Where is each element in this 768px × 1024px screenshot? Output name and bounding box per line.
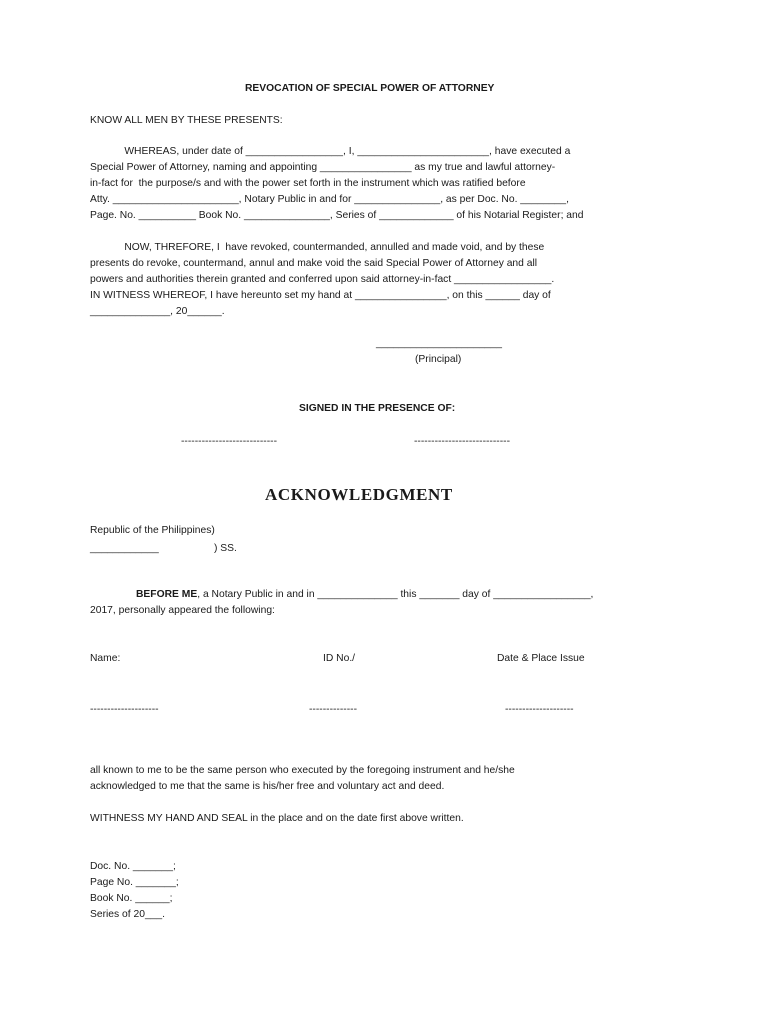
column-date-label: Date & Place Issue xyxy=(497,653,585,664)
principal-signature-line: ______________________ xyxy=(376,338,502,349)
intro-line: KNOW ALL MEN BY THESE PRESENTS: xyxy=(90,115,283,126)
now-line: ______________, 20______. xyxy=(90,306,225,317)
whereas-line: in-fact for the purpose/s and with the power set forth in the instrument which was ratified before xyxy=(90,178,526,189)
witness-signature-line: ---------------------------- xyxy=(181,436,278,447)
witness-signature-line: ---------------------------- xyxy=(414,436,511,447)
whereas-line: Special Power of Attorney, naming and appointing ________________ as my true and lawful attorney- xyxy=(90,162,556,173)
book-no-line: Book No. ______; xyxy=(90,893,173,904)
venue-ss: ) SS. xyxy=(214,543,237,554)
doc-no-line: Doc. No. _______; xyxy=(90,861,176,872)
date-blank: -------------------- xyxy=(505,704,574,715)
before-me-text: , a Notary Public in and in ______________ this _______ day of _________________, xyxy=(197,589,594,600)
before-me-label: BEFORE ME xyxy=(136,589,198,600)
whereas-line: Atty. ______________________, Notary Public in and for _______________, as per Doc. No. ________, xyxy=(90,194,569,205)
before-me-line-2: 2017, personally appeared the following: xyxy=(90,605,275,616)
now-line: powers and authorities therein granted and conferred upon said attorney-in-fact _________________. xyxy=(90,274,555,285)
before-me-line xyxy=(136,587,593,603)
venue-line: Republic of the Philippines) xyxy=(90,525,215,536)
name-blank: -------------------- xyxy=(90,704,159,715)
now-line: presents do revoke, countermand, annul and make void the said Special Power of Attorney and all xyxy=(90,258,538,269)
whereas-line: WHEREAS, under date of _________________, I, _______________________, have executed a xyxy=(90,146,571,157)
now-line: NOW, THREFORE, I have revoked, countermanded, annulled and made void, and by these xyxy=(90,242,545,253)
now-line: IN WITNESS WHEREOF, I have hereunto set my hand at ________________, on this ______ day of xyxy=(90,290,551,301)
venue-blank: ____________ xyxy=(90,543,159,554)
column-name-label: Name: xyxy=(90,653,121,664)
witness-seal-line: WITHNESS MY HAND AND SEAL in the place and on the date first above written. xyxy=(90,813,464,824)
series-line: Series of 20___. xyxy=(90,909,165,920)
acknowledgment-heading: ACKNOWLEDGMENT xyxy=(265,485,453,504)
document-title: REVOCATION OF SPECIAL POWER OF ATTORNEY xyxy=(245,83,495,94)
whereas-line: Page. No. __________ Book No. _______________, Series of _____________ of his Notarial Register; and xyxy=(90,210,584,221)
known-line: all known to me to be the same person who executed by the foregoing instrument and he/she xyxy=(90,765,515,776)
signed-in-presence-heading: SIGNED IN THE PRESENCE OF: xyxy=(299,403,456,414)
column-id-label: ID No./ xyxy=(323,653,356,664)
id-blank: -------------- xyxy=(309,704,358,715)
principal-label: (Principal) xyxy=(415,354,462,365)
known-line: acknowledged to me that the same is his/her free and voluntary act and deed. xyxy=(90,781,445,792)
page-no-line: Page No. _______; xyxy=(90,877,179,888)
